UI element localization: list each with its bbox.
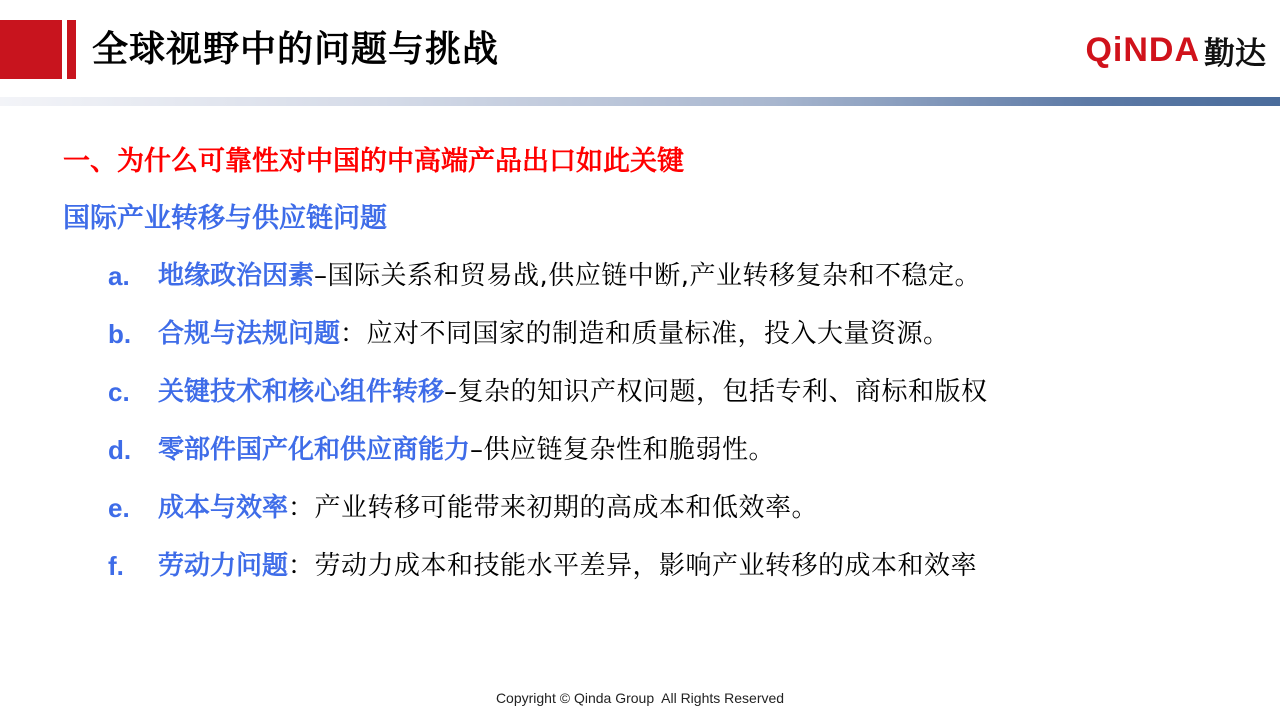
- point-description: –供应链复杂性和脆弱性。: [470, 435, 776, 465]
- point-term: 关键技术和核心组件转移: [158, 377, 445, 407]
- point-description: –国际关系和贸易战,供应链中断,产业转移复杂和不稳定。: [314, 261, 982, 291]
- point-term: 合规与法规问题: [158, 319, 341, 349]
- point-description: ：产业转移可能带来初期的高成本和低效率。: [288, 493, 819, 523]
- point-list: [108, 254, 988, 602]
- logo-cjk-text: 勤达: [1204, 35, 1266, 72]
- header-red-block: [0, 20, 62, 79]
- footer-copyright: Copyright © Qinda Group All Rights Reserved: [495, 690, 785, 706]
- list-marker: f.: [108, 551, 124, 581]
- sub-heading: 国际产业转移与供应链问题: [63, 203, 387, 234]
- list-marker: d.: [108, 435, 132, 465]
- point-term: 劳动力问题: [158, 551, 289, 581]
- list-marker: e.: [108, 493, 130, 523]
- list-item: [108, 428, 988, 486]
- point-description: ：应对不同国家的制造和质量标准，投入大量资源。: [340, 319, 950, 349]
- header-red-stripe: [67, 20, 76, 79]
- section-heading: 一、为什么可靠性对中国的中高端产品出口如此关键: [63, 146, 684, 177]
- qinda-logo: [1085, 28, 1266, 72]
- list-item: [108, 486, 988, 544]
- list-marker: c.: [108, 377, 130, 407]
- list-marker: b.: [108, 319, 132, 349]
- point-description: –复杂的知识产权问题，包括专利、商标和版权: [444, 377, 988, 407]
- list-item: [108, 370, 988, 428]
- point-term: 地缘政治因素: [158, 261, 315, 291]
- header-divider: [0, 97, 1280, 106]
- slide-title: 全球视野中的问题与挑战: [92, 29, 500, 70]
- list-marker: a.: [108, 261, 130, 291]
- point-term: 成本与效率: [158, 493, 289, 523]
- list-item: [108, 254, 988, 312]
- logo-latin-text: QiNDA: [1085, 30, 1200, 69]
- list-item: [108, 312, 988, 370]
- point-description: ：劳动力成本和技能水平差异，影响产业转移的成本和效率: [288, 551, 978, 581]
- list-item: [108, 544, 988, 602]
- point-term: 零部件国产化和供应商能力: [158, 435, 471, 465]
